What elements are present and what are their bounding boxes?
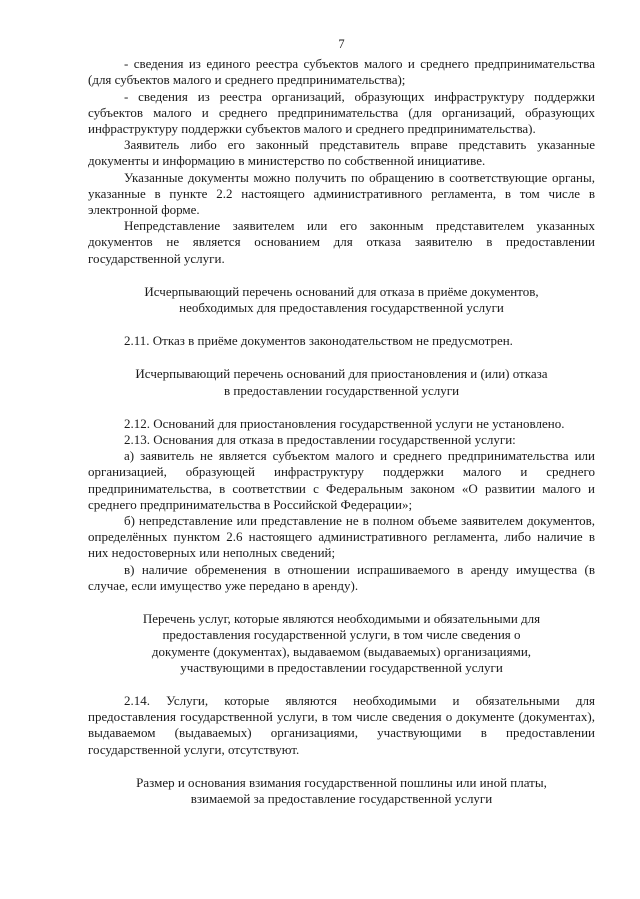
paragraph-2-14: 2.14. Услуги, которые являются необходимыми и обязательными для предоставления государственной услуги, в том числе сведения о документе (документах), выдаваемом (выдаваемых) организациями, участвующими в предоставлении государственной услуги, отсутствуют. (88, 692, 595, 757)
page-number: 7 (338, 37, 345, 51)
paragraph-2-11: 2.11. Отказ в приёме документов законодательством не предусмотрен. (124, 333, 513, 349)
paragraph-2-13: 2.13. Основания для отказа в предоставлении государственной услуги: (124, 432, 516, 448)
heading-line: в предоставлении государственной услуги (223, 382, 460, 398)
heading-line: предоставления государственной услуги, в том числе сведения о (162, 627, 521, 643)
paragraph-infrastructure-registry: - сведения из реестра организаций, образующих инфраструктуру поддержки субъектов малого и среднего предпринимательства (для организаций, образующих инфраструктуру поддержки субъектов малого и среднего предпринимательства). (88, 88, 595, 137)
section-heading-suspension-refusal (88, 366, 595, 398)
heading-line: Размер и основания взимания государственной пошлины или иной платы, (136, 774, 547, 790)
heading-line: документе (документах), выдаваемом (выдаваемых) организациями, (151, 643, 532, 659)
paragraph-single-registry: - сведения из единого реестра субъектов малого и среднего предпринимательства (для субъектов малого и среднего предпринимательства); (88, 56, 595, 88)
heading-line: взимаемой за предоставление государственной услуги (190, 790, 493, 806)
heading-line: необходимых для предоставления государственной услуги (179, 300, 504, 316)
paragraph-2-13-b: б) непредставление или представление не в полном объеме заявителем документов, определённых пунктом 2.6 настоящего административного регламента, либо наличие в них недостоверных или неполных сведений; (88, 513, 595, 561)
paragraph-2-13-a: а) заявитель не является субъектом малого и среднего предпринимательства или организацией, образующей инфраструктуру поддержки малого и среднего предпринимательства, в соответствии с Федеральным законом «О развитии малого и среднего предпринимательства в Российской Федерации»; (88, 448, 595, 512)
heading-line: Исчерпывающий перечень оснований для приостановления и (или) отказа (135, 366, 548, 382)
heading-line: Исчерпывающий перечень оснований для отказа в приёме документов, (144, 283, 539, 299)
paragraph-2-12: 2.12. Оснований для приостановления государственной услуги не установлено. (124, 415, 565, 431)
paragraph-own-initiative: Заявитель либо его законный представитель вправе представить указанные документы и информацию в министерство по собственной инициативе. (88, 137, 595, 169)
paragraph-obtain-documents: Указанные документы можно получить по обращению в соответствующие органы, указанные в пункте 2.2 настоящего административного регламента, в том числе в электронной форме. (88, 169, 595, 218)
heading-line: участвующими в предоставлении государственной услуги (180, 659, 503, 675)
section-heading-state-fee (88, 775, 595, 807)
paragraph-non-submission: Непредставление заявителем или его законным представителем указанных документов не является основанием для отказа заявителю в предоставлении государственной услуги. (88, 218, 595, 266)
section-heading-refusal-acceptance (88, 284, 595, 316)
section-heading-required-services (88, 611, 595, 676)
heading-line: Перечень услуг, которые являются необходимыми и обязательными для (142, 611, 541, 627)
paragraph-2-13-c: в) наличие обременения в отношении испрашиваемого в аренду имущества (в случае, если имущество уже передано в аренду). (88, 561, 595, 593)
